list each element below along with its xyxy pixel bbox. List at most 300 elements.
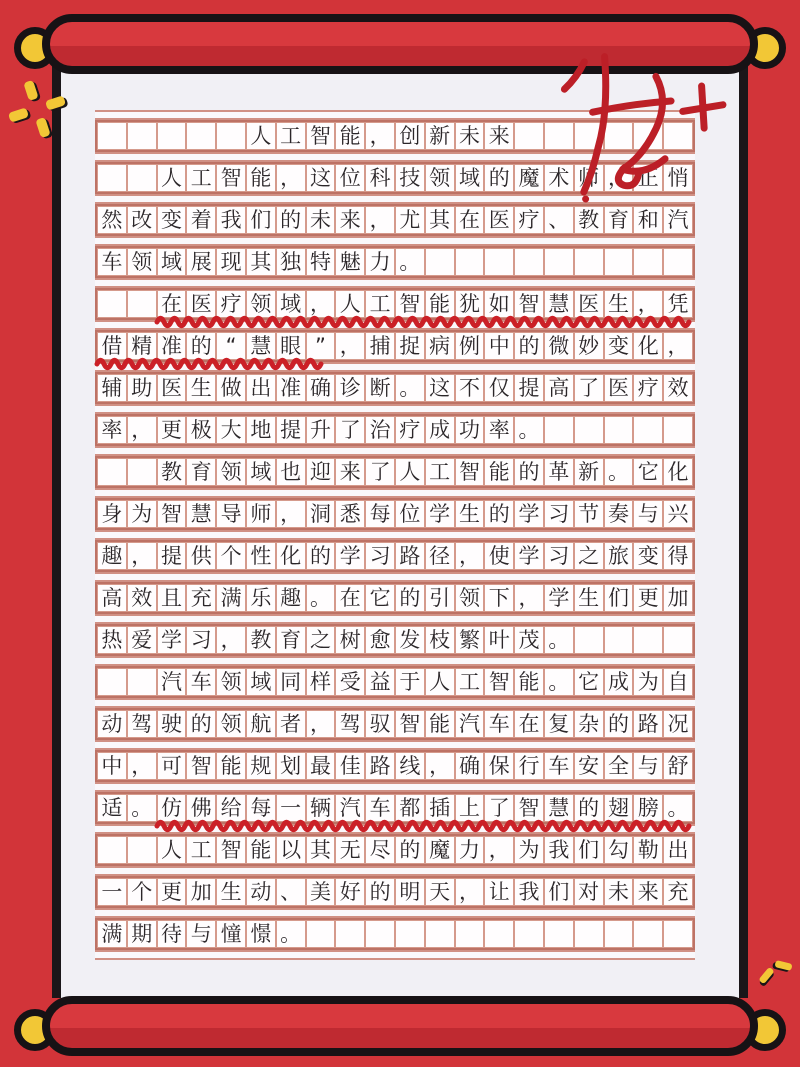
grid-row <box>95 666 695 698</box>
grid-cell: 慧 <box>246 332 276 360</box>
grid-cell: 。 <box>306 584 336 612</box>
grid-cell <box>514 248 544 276</box>
grid-cell: 保 <box>484 752 514 780</box>
grid-cell: 化 <box>276 542 306 570</box>
grid-cell: 憧 <box>216 920 246 948</box>
grid-cell: 成 <box>425 416 455 444</box>
grid-cell: 也 <box>276 458 306 486</box>
grid-cell: 供 <box>186 542 216 570</box>
grid-cell: 汽 <box>455 710 485 738</box>
grid-cell: 生 <box>455 500 485 528</box>
grid-cell: 的 <box>365 878 395 906</box>
grid-cell: 划 <box>276 752 306 780</box>
grid-cell: 智 <box>395 290 425 318</box>
confetti-piece <box>774 960 792 971</box>
grid-cell: 提 <box>276 416 306 444</box>
grid-cell: 师 <box>574 164 604 192</box>
grid-cell: 一 <box>276 794 306 822</box>
grid-cell: 工 <box>365 290 395 318</box>
grid-cell: 领 <box>216 668 246 696</box>
grid-cell: 眼 <box>276 332 306 360</box>
grid-cell: 的 <box>186 710 216 738</box>
grid-cell: ， <box>365 206 395 234</box>
grid-cell: 它 <box>574 668 604 696</box>
grid-cell: 汽 <box>663 206 693 234</box>
grid-cell: 能 <box>246 164 276 192</box>
grid-cell <box>127 668 157 696</box>
grid-cell: 引 <box>425 584 455 612</box>
grid-cell: 领 <box>216 710 246 738</box>
grid-cell: 教 <box>246 626 276 654</box>
grid-cell: 个 <box>216 542 246 570</box>
grid-cell: 期 <box>127 920 157 948</box>
grid-cell <box>604 626 634 654</box>
grid-cell: 美 <box>306 878 336 906</box>
grid-cell: 特 <box>306 248 336 276</box>
grid-cell: 工 <box>186 164 216 192</box>
grid-cell: 以 <box>276 836 306 864</box>
grid-cell: 妙 <box>574 332 604 360</box>
grid-cell: ， <box>484 836 514 864</box>
grid-cell: 中 <box>484 332 514 360</box>
grid-cell: 医 <box>574 290 604 318</box>
grid-cell: 最 <box>306 752 336 780</box>
grid-cell: ， <box>335 332 365 360</box>
grid-cell: 能 <box>216 752 246 780</box>
grid-cell: 茂 <box>514 626 544 654</box>
grid-cell: 爱 <box>127 626 157 654</box>
grid-cell: 枝 <box>425 626 455 654</box>
grid-cell: 功 <box>455 416 485 444</box>
grid-cell: 加 <box>186 878 216 906</box>
grid-cell: 确 <box>306 374 336 402</box>
grid-cell: 人 <box>246 122 276 150</box>
grid-cell: 力 <box>455 836 485 864</box>
grid-cell: 例 <box>455 332 485 360</box>
grid-cell: 。 <box>127 794 157 822</box>
grid-cell: 提 <box>514 374 544 402</box>
grid-cell: 好 <box>335 878 365 906</box>
sparkle-arm <box>23 80 38 101</box>
grid-cell: 慧 <box>544 794 574 822</box>
grid-cell: 。 <box>544 626 574 654</box>
grid-cell: 凭 <box>663 290 693 318</box>
grid-cell: 迎 <box>306 458 336 486</box>
grid-cell <box>574 920 604 948</box>
grid-cell: 效 <box>663 374 693 402</box>
grid-cell: 悉 <box>335 500 365 528</box>
grid-cell <box>97 122 127 150</box>
grid-cell: 独 <box>276 248 306 276</box>
grid-cell: 魅 <box>335 248 365 276</box>
grid-cell: 满 <box>97 920 127 948</box>
grid-cell: ， <box>127 416 157 444</box>
grid-cell: 智 <box>484 668 514 696</box>
grid-cell: 让 <box>484 878 514 906</box>
grid-cell: 仿 <box>157 794 187 822</box>
grid-cell: 复 <box>544 710 574 738</box>
grid-cell: 师 <box>246 500 276 528</box>
grid-cell: 之 <box>574 542 604 570</box>
grid-cell: ， <box>127 542 157 570</box>
grid-cell: 汽 <box>335 794 365 822</box>
grid-cell: 适 <box>97 794 127 822</box>
grid-cell: 其 <box>246 248 276 276</box>
grid-band <box>95 950 695 960</box>
grid-cell: 未 <box>455 122 485 150</box>
grid-cell <box>186 122 216 150</box>
grid-cell <box>455 248 485 276</box>
grid-cell: 我 <box>514 878 544 906</box>
grid-cell: 未 <box>604 878 634 906</box>
grid-cell: 未 <box>306 206 336 234</box>
grid-band <box>95 404 695 414</box>
grid-cell: 做 <box>216 374 246 402</box>
grid-cell: 习 <box>186 626 216 654</box>
grid-cell: 微 <box>544 332 574 360</box>
grid-cell: 路 <box>365 752 395 780</box>
grid-cell: 确 <box>455 752 485 780</box>
grid-cell: 其 <box>425 206 455 234</box>
grid-cell: 的 <box>306 542 336 570</box>
grid-cell: ， <box>127 752 157 780</box>
grid-cell: 率 <box>97 416 127 444</box>
grid-cell: 者 <box>276 710 306 738</box>
grid-cell: 们 <box>604 584 634 612</box>
grid-cell: 无 <box>335 836 365 864</box>
grid-cell: 育 <box>186 458 216 486</box>
grid-cell: 领 <box>425 164 455 192</box>
grid-band <box>95 362 695 372</box>
grid-cell: 学 <box>514 500 544 528</box>
grid-cell: 域 <box>246 668 276 696</box>
grid-cell: ， <box>306 290 336 318</box>
grid-cell: 它 <box>633 458 663 486</box>
grid-cell: 位 <box>395 500 425 528</box>
grid-cell: 育 <box>604 206 634 234</box>
grid-cell: 与 <box>186 920 216 948</box>
grid-cell: 对 <box>574 878 604 906</box>
sparkle-arm <box>45 95 66 110</box>
grid-band <box>95 614 695 624</box>
grid-cell: 高 <box>97 584 127 612</box>
grid-cell <box>633 416 663 444</box>
grid-cell: 出 <box>246 374 276 402</box>
grid-cell: 学 <box>425 500 455 528</box>
grid-cell: 。 <box>276 920 306 948</box>
grid-cell: 来 <box>335 458 365 486</box>
grid-cell: 捉 <box>395 332 425 360</box>
grid-cell: 域 <box>276 290 306 318</box>
grid-cell: 出 <box>663 836 693 864</box>
grid-cell <box>425 920 455 948</box>
grid-cell <box>306 920 336 948</box>
confetti-piece <box>758 967 774 985</box>
grid-cell: 自 <box>663 668 693 696</box>
grid-row <box>95 414 695 446</box>
grid-cell: 路 <box>395 542 425 570</box>
grid-cell: 驾 <box>127 710 157 738</box>
grid-cell: 人 <box>335 290 365 318</box>
grid-cell: 全 <box>604 752 634 780</box>
grid-cell: 动 <box>246 878 276 906</box>
grid-cell <box>127 122 157 150</box>
grid-cell: ， <box>604 164 634 192</box>
grid-cell: 习 <box>544 500 574 528</box>
grid-cell: 使 <box>484 542 514 570</box>
grid-band <box>95 698 695 708</box>
grid-cell: 断 <box>365 374 395 402</box>
grid-cell: ， <box>633 290 663 318</box>
grid-cell <box>633 920 663 948</box>
grid-cell: 提 <box>157 542 187 570</box>
grid-cell: 我 <box>216 206 246 234</box>
grid-cell: 的 <box>395 584 425 612</box>
grid-cell: 加 <box>663 584 693 612</box>
grid-cell: 奏 <box>604 500 634 528</box>
grid-cell: 充 <box>186 584 216 612</box>
grid-cell: 犹 <box>455 290 485 318</box>
grid-cell: 其 <box>306 836 336 864</box>
grid-cell: 智 <box>455 458 485 486</box>
grid-cell <box>633 248 663 276</box>
grade-mark-you-plus <box>545 47 741 216</box>
grid-cell: 变 <box>157 206 187 234</box>
grid-cell: 创 <box>395 122 425 150</box>
grid-cell: 在 <box>514 710 544 738</box>
grid-cell: 仅 <box>484 374 514 402</box>
grid-cell: 的 <box>395 836 425 864</box>
grid-cell: 路 <box>633 710 663 738</box>
grid-cell: 率 <box>484 416 514 444</box>
grid-cell: 膀 <box>633 794 663 822</box>
grid-row <box>95 918 695 950</box>
grid-cell: 叶 <box>484 626 514 654</box>
grid-cell: 规 <box>246 752 276 780</box>
grid-cell <box>97 836 127 864</box>
grid-cell: 升 <box>306 416 336 444</box>
grid-cell: 杂 <box>574 710 604 738</box>
grid-cell: ， <box>455 878 485 906</box>
grid-cell: 翅 <box>604 794 634 822</box>
grid-cell <box>663 920 693 948</box>
grid-band <box>95 572 695 582</box>
grid-cell: 科 <box>365 164 395 192</box>
grid-cell: 同 <box>276 668 306 696</box>
grid-row <box>95 708 695 740</box>
grid-cell <box>157 122 187 150</box>
grid-cell: 域 <box>157 248 187 276</box>
grid-cell: 化 <box>663 458 693 486</box>
grid-cell: 着 <box>186 206 216 234</box>
grid-row <box>95 834 695 866</box>
grid-cell: 和 <box>633 206 663 234</box>
grid-cell: 一 <box>97 878 127 906</box>
grid-cell: 这 <box>306 164 336 192</box>
sparkle-arm <box>35 117 50 138</box>
grid-cell: 上 <box>455 794 485 822</box>
grid-cell: 为 <box>127 500 157 528</box>
grid-cell: ， <box>216 626 246 654</box>
grid-cell <box>514 920 544 948</box>
grid-cell: 来 <box>633 878 663 906</box>
grid-cell: 繁 <box>455 626 485 654</box>
grid-cell <box>663 248 693 276</box>
grid-cell: 慧 <box>544 290 574 318</box>
grid-band <box>95 320 695 330</box>
grid-band <box>95 488 695 498</box>
grid-cell: 于 <box>395 668 425 696</box>
grid-cell: 乐 <box>246 584 276 612</box>
grid-cell <box>395 920 425 948</box>
grid-cell: 给 <box>216 794 246 822</box>
grid-cell: 且 <box>157 584 187 612</box>
grid-cell: 医 <box>186 290 216 318</box>
grid-cell: 学 <box>544 584 574 612</box>
grid-cell: 生 <box>574 584 604 612</box>
grid-cell: 的 <box>484 500 514 528</box>
grid-cell: 的 <box>276 206 306 234</box>
grid-cell: 径 <box>425 542 455 570</box>
grid-cell: 趣 <box>276 584 306 612</box>
grid-cell: 学 <box>514 542 544 570</box>
grid-cell: 域 <box>246 458 276 486</box>
grid-cell: 树 <box>335 626 365 654</box>
grid-cell: ， <box>455 542 485 570</box>
grid-cell <box>574 416 604 444</box>
grid-cell: 航 <box>246 710 276 738</box>
grid-cell: 驶 <box>157 710 187 738</box>
grid-cell: 的 <box>514 458 544 486</box>
grid-cell: 医 <box>484 206 514 234</box>
grid-cell: 旅 <box>604 542 634 570</box>
grid-cell: 辆 <box>306 794 336 822</box>
grid-cell: 线 <box>395 752 425 780</box>
grid-cell: 习 <box>365 542 395 570</box>
grid-cell: 生 <box>604 290 634 318</box>
grid-cell: 更 <box>157 416 187 444</box>
grid-cell: 精 <box>127 332 157 360</box>
grid-row <box>95 624 695 656</box>
grid-cell: 汽 <box>157 668 187 696</box>
grid-cell: 了 <box>484 794 514 822</box>
grid-cell: 然 <box>97 206 127 234</box>
grid-cell <box>544 920 574 948</box>
grid-row <box>95 540 695 572</box>
grid-cell: 节 <box>574 500 604 528</box>
grid-row <box>95 876 695 908</box>
grid-cell: ” <box>306 332 336 360</box>
grid-cell: 行 <box>514 752 544 780</box>
grid-cell: ， <box>276 500 306 528</box>
grid-cell: 导 <box>216 500 246 528</box>
grid-cell: ， <box>276 164 306 192</box>
grid-cell: 。 <box>663 794 693 822</box>
grid-band <box>95 278 695 288</box>
grid-cell: 的 <box>186 332 216 360</box>
grid-cell <box>455 920 485 948</box>
grid-cell <box>574 248 604 276</box>
grid-cell: 革 <box>544 458 574 486</box>
grid-cell: 能 <box>425 710 455 738</box>
grid-band <box>95 908 695 918</box>
grid-cell: 车 <box>97 248 127 276</box>
grid-cell: 这 <box>425 374 455 402</box>
grid-cell <box>544 248 574 276</box>
grid-cell: 大 <box>216 416 246 444</box>
grid-cell: 的 <box>514 332 544 360</box>
grid-cell: 疗 <box>514 206 544 234</box>
grid-cell: 人 <box>425 668 455 696</box>
grid-cell <box>604 416 634 444</box>
grid-cell: 领 <box>216 458 246 486</box>
grid-cell: 下 <box>484 584 514 612</box>
grid-cell: 它 <box>365 584 395 612</box>
grid-cell: 如 <box>484 290 514 318</box>
grid-cell: 正 <box>633 164 663 192</box>
grid-band <box>95 866 695 876</box>
grid-cell: 生 <box>186 374 216 402</box>
grid-cell: 热 <box>97 626 127 654</box>
grid-cell: 们 <box>574 836 604 864</box>
grid-cell: 我 <box>544 836 574 864</box>
grid-cell: 尤 <box>395 206 425 234</box>
grid-cell: 尽 <box>365 836 395 864</box>
grid-cell: 辅 <box>97 374 127 402</box>
grid-cell: 。 <box>395 248 425 276</box>
grid-cell: ， <box>514 584 544 612</box>
grid-cell <box>604 920 634 948</box>
grid-cell <box>484 920 514 948</box>
grid-cell: 了 <box>335 416 365 444</box>
grid-cell: 教 <box>157 458 187 486</box>
grid-cell: 准 <box>276 374 306 402</box>
grid-cell: 地 <box>246 416 276 444</box>
grid-cell: 术 <box>544 164 574 192</box>
grid-cell: 中 <box>97 752 127 780</box>
grid-cell: 学 <box>157 626 187 654</box>
grid-cell: 勒 <box>633 836 663 864</box>
grid-band <box>95 740 695 750</box>
grid-cell: 在 <box>157 290 187 318</box>
grid-cell <box>604 248 634 276</box>
grid-cell: 治 <box>365 416 395 444</box>
grid-cell: 愈 <box>365 626 395 654</box>
grid-cell: 在 <box>335 584 365 612</box>
grid-cell: 能 <box>425 290 455 318</box>
grid-cell <box>97 164 127 192</box>
grid-cell: 发 <box>395 626 425 654</box>
grid-cell: 车 <box>365 794 395 822</box>
grid-cell: 医 <box>604 374 634 402</box>
grid-cell: 的 <box>484 164 514 192</box>
grid-cell: 育 <box>276 626 306 654</box>
grid-band <box>95 782 695 792</box>
grid-cell: 领 <box>455 584 485 612</box>
grid-cell: 之 <box>306 626 336 654</box>
grid-cell <box>514 122 544 150</box>
grid-cell <box>574 626 604 654</box>
grid-cell: 慧 <box>186 500 216 528</box>
grid-cell: 变 <box>633 542 663 570</box>
grid-cell: 。 <box>395 374 425 402</box>
grid-cell: 展 <box>186 248 216 276</box>
grid-cell: ， <box>425 752 455 780</box>
grid-cell: 工 <box>425 458 455 486</box>
grid-cell <box>127 164 157 192</box>
grid-cell: 为 <box>633 668 663 696</box>
grid-cell: 诊 <box>335 374 365 402</box>
